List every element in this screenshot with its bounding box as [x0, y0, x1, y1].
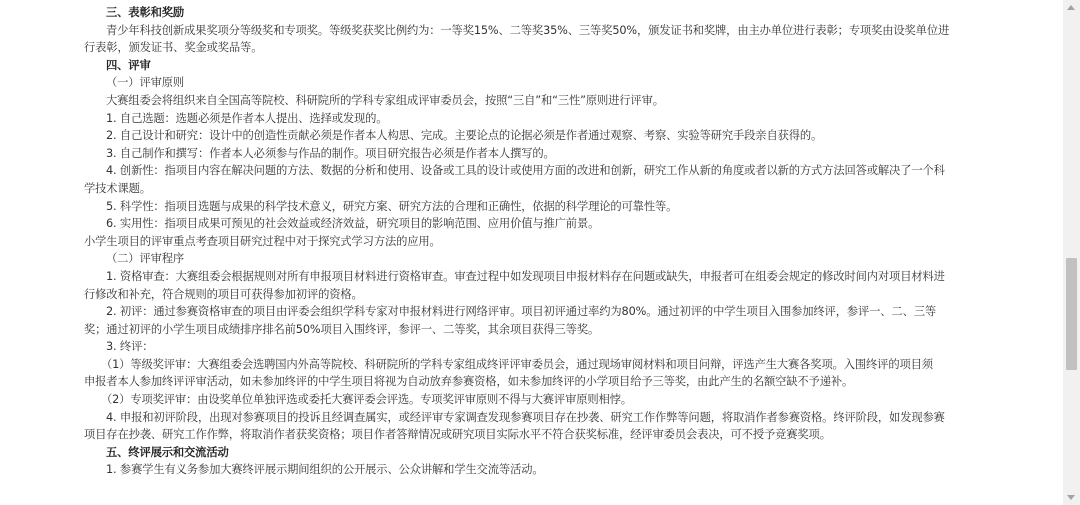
- list-item: 3. 自己制作和撰写：作者本人必须参与作品的制作。项目研究报告必须是作者本人撰写的。: [106, 146, 555, 160]
- list-item: 6. 实用性：指项目成果可预见的社会效益或经济效益，研究项目的影响范围、应用价值与推广前景。: [106, 217, 600, 231]
- list-item: （1）等级奖评审：大赛组委会选聘国内外高等院校、科研院所的学科专家组成终评评审委员会，通过现场审阅材料和项目问辩，评选产生大赛各奖项。入围终评的项目须: [101, 357, 933, 371]
- list-item: 3. 终评：: [106, 340, 154, 354]
- section-heading-review: 四、评审: [106, 58, 151, 72]
- document-body: [84, 4, 984, 479]
- paragraph-line: 行修改和补充，符合规则的项目可获得参加初评的资格。: [84, 287, 363, 301]
- paragraph-line: 学技术课题。: [84, 181, 151, 195]
- list-item: 4. 创新性：指项目内容在解决问题的方法、数据的分析和使用、设备或工具的设计或使用方面的改进和创新，研究工作从新的角度或者以新的方式方法回答或解决了一个科: [106, 164, 945, 178]
- paragraph-line: 青少年科技创新成果奖项分等级奖和专项奖。等级奖获奖比例约为：一等奖15%、二等奖35%、三等奖50%，颁发证书和奖牌，由主办单位进行表彰；专项奖由设奖单位进: [106, 23, 950, 37]
- scroll-down-arrow-icon[interactable]: [1067, 495, 1075, 500]
- paragraph-line: 小学生项目的评审重点考查项目研究过程中对于探究式学习方法的应用。: [84, 234, 441, 248]
- subsection-heading-principles: （一）评审原则: [106, 76, 185, 90]
- list-item: 2. 初评：通过参赛资格审查的项目由评委会组织学科专家对申报材料进行网络评审。项目初评通过率约为80%。通过初评的中学生项目入围参加终评，参评一、二、三等: [106, 305, 937, 319]
- list-item: 4. 申报和初评阶段，出现对参赛项目的投诉且经调查属实，或经评审专家调查发现参赛项目存在抄袭、研究工作作弊等问题，将取消作者参赛资格。终评阶段，如发现参赛: [106, 410, 945, 424]
- paragraph-line: 大赛组委会将组织来自全国高等院校、科研院所的学科专家组成评审委员会，按照“三自”和“三性”原则进行评审。: [106, 93, 664, 107]
- vertical-scrollbar[interactable]: [1063, 0, 1080, 505]
- list-item: 1. 参赛学生有义务参加大赛终评展示期间组织的公开展示、公众讲解和学生交流等活动。: [106, 463, 544, 477]
- list-item: 2. 自己设计和研究：设计中的创造性贡献必须是作者本人构思、完成。主要论点的论据必须是作者通过观察、考察、实验等研究手段亲自获得的。: [106, 129, 823, 143]
- paragraph-line: 行表彰，颁发证书、奖金或奖品等。: [84, 41, 263, 55]
- paragraph-line: 奖；通过初评的小学生项目成绩排序排名前50%项目入围终评，参评一、二等奖，其余项目获得三等奖。: [84, 322, 600, 336]
- scroll-up-arrow-icon[interactable]: [1067, 5, 1075, 10]
- paragraph-line: 项目存在抄袭、研究工作作弊，将取消作者获奖资格；项目作者答辩情况或研究项目实际水平不符合获奖标准，经评审委员会表决，可不授予竞赛奖项。: [84, 428, 831, 442]
- scrollbar-thumb[interactable]: [1066, 258, 1077, 370]
- section-heading-awards: 三、表彰和奖励: [106, 6, 185, 19]
- list-item: 5. 科学性：指项目选题与成果的科学技术意义，研究方案、研究方法的合理和正确性，依据的科学理论的可靠性等。: [106, 199, 678, 213]
- section-heading-exhibition: 五、终评展示和交流活动: [106, 445, 229, 459]
- list-item: （2）专项奖评审：由设奖单位单独评选或委托大赛评委会评选。专项奖评审原则不得与大赛评审原则相悖。: [101, 393, 632, 407]
- list-item: 1. 资格审查：大赛组委会根据规则对所有申报项目材料进行资格审查。审查过程中如发现项目申报材料存在问题或缺失，申报者可在组委会规定的修改时间内对项目材料进: [106, 269, 945, 283]
- paragraph-line: 申报者本人参加终评评审活动，如未参加终评的中学生项目将视为自动放弃参赛资格，如未参加终评的小学项目给予三等奖，由此产生的名额空缺不予递补。: [84, 375, 854, 389]
- subsection-heading-procedure: （二）评审程序: [106, 252, 185, 266]
- list-item: 1. 自己选题：选题必须是作者本人提出、选择或发现的。: [106, 111, 388, 125]
